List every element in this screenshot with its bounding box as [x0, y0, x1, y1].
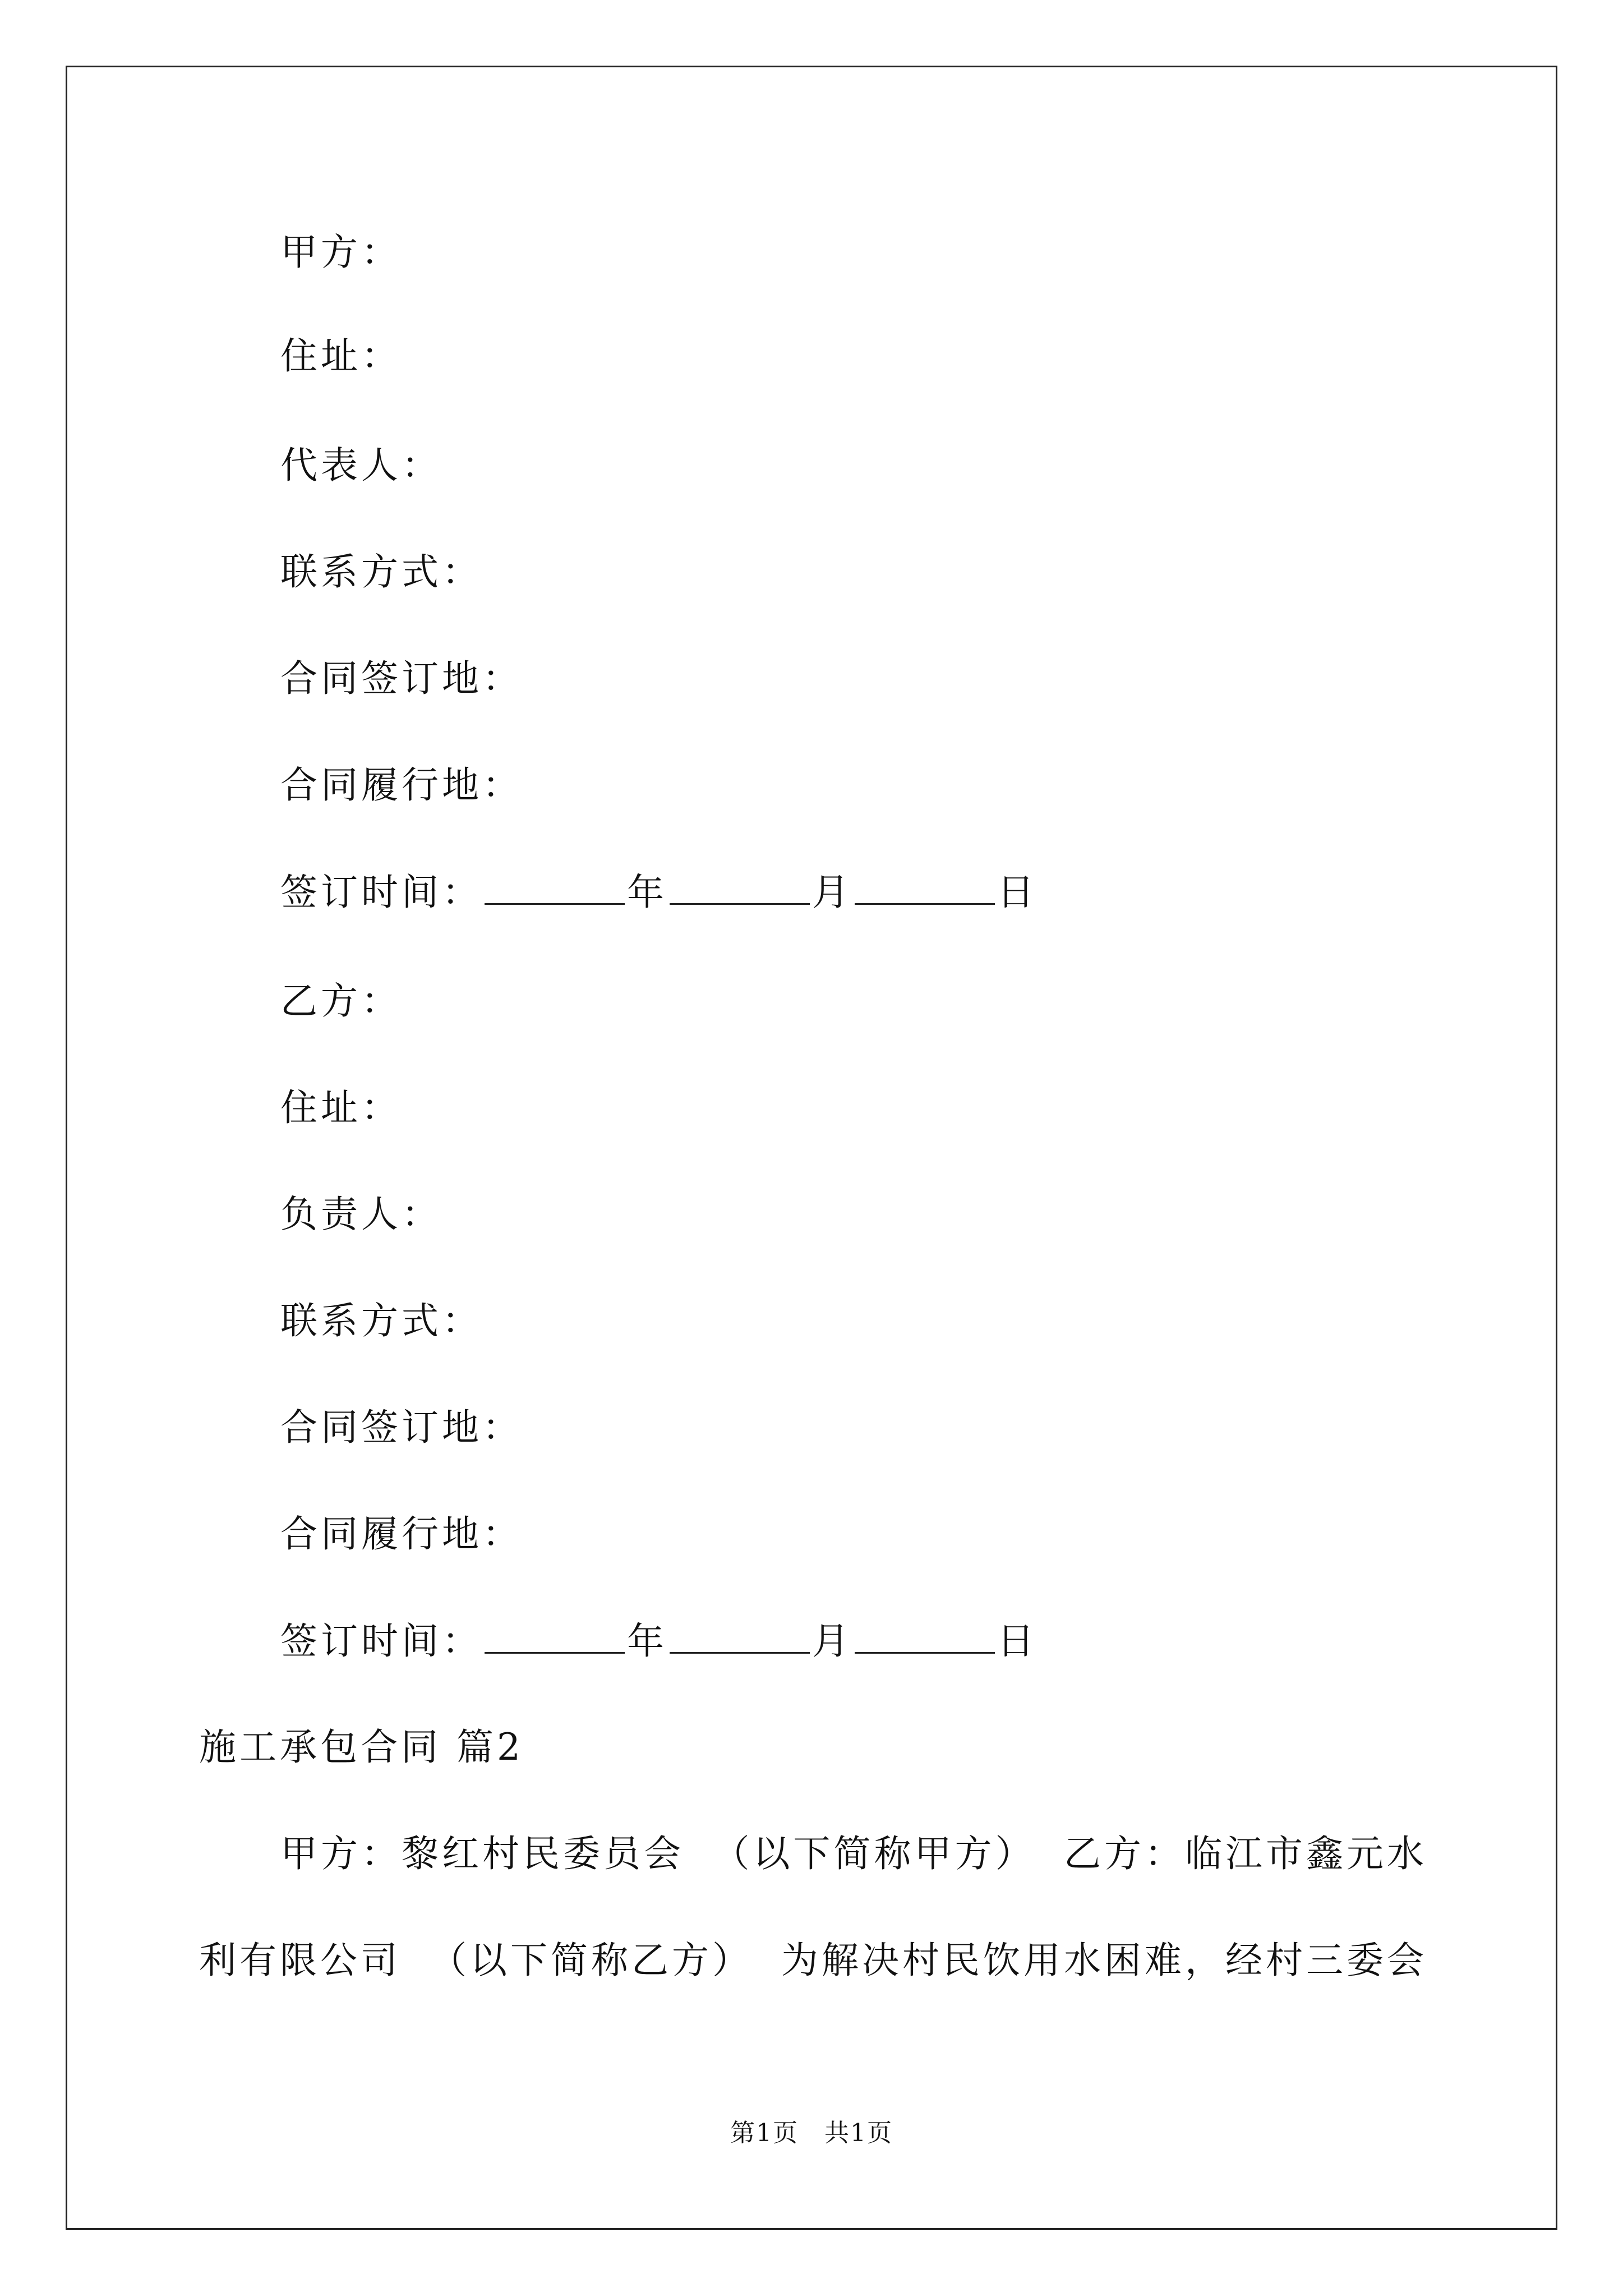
party-a-sign-time-row — [280, 869, 1038, 915]
day-label: 日 — [997, 1619, 1038, 1663]
page-footer: 第1页 共1页 — [730, 2119, 893, 2147]
paragraph-line-2 — [199, 1938, 1427, 1983]
party-a-sign-time-label: 签订时间： — [280, 871, 482, 914]
year-label: 年 — [627, 871, 667, 914]
party-b-sign-place: 合同签订地： — [280, 1406, 523, 1449]
party-b-sign-time-row — [280, 1618, 1038, 1664]
paragraph-text: 为解决村民饮用水困难，经村三委会 — [781, 1939, 1427, 1982]
party-a-contact: 联系方式： — [280, 550, 482, 593]
day-label: 日 — [997, 871, 1038, 914]
party-a-label: 甲方： — [280, 231, 402, 274]
party-a-address: 住址： — [280, 334, 402, 378]
party-b-label: 乙方： — [280, 979, 402, 1023]
month-blank — [670, 869, 810, 905]
year-blank — [485, 1618, 625, 1654]
month-label: 月 — [812, 871, 852, 914]
paragraph-line-1 — [280, 1832, 1427, 1876]
day-blank — [855, 1618, 995, 1654]
page-border — [66, 66, 1557, 2230]
party-a-name: 甲方：黎红村民委员会 — [280, 1832, 684, 1875]
party-b-name-end: 利有限公司 — [199, 1939, 401, 1982]
day-blank — [855, 869, 995, 905]
party-a-sign-place: 合同签订地： — [280, 657, 523, 700]
party-b-sign-time-label: 签订时间： — [280, 1619, 482, 1663]
party-b-address: 住址： — [280, 1086, 402, 1129]
party-b-name-start: 乙方：临江市鑫元水 — [1064, 1832, 1427, 1875]
party-b-abbrev: （以下简称乙方） — [430, 1939, 753, 1982]
section-heading: 施工承包合同 篇2 — [199, 1726, 524, 1769]
month-blank — [670, 1618, 810, 1654]
month-label: 月 — [812, 1619, 852, 1663]
party-a-abbrev: （以下简称甲方） — [712, 1832, 1036, 1875]
party-b-perform-place: 合同履行地： — [280, 1512, 523, 1556]
year-blank — [485, 869, 625, 905]
year-label: 年 — [627, 1619, 667, 1663]
party-b-responsible: 负责人： — [280, 1193, 442, 1236]
party-a-representative: 代表人： — [280, 444, 442, 487]
party-b-contact: 联系方式： — [280, 1299, 482, 1342]
party-a-perform-place: 合同履行地： — [280, 763, 523, 807]
